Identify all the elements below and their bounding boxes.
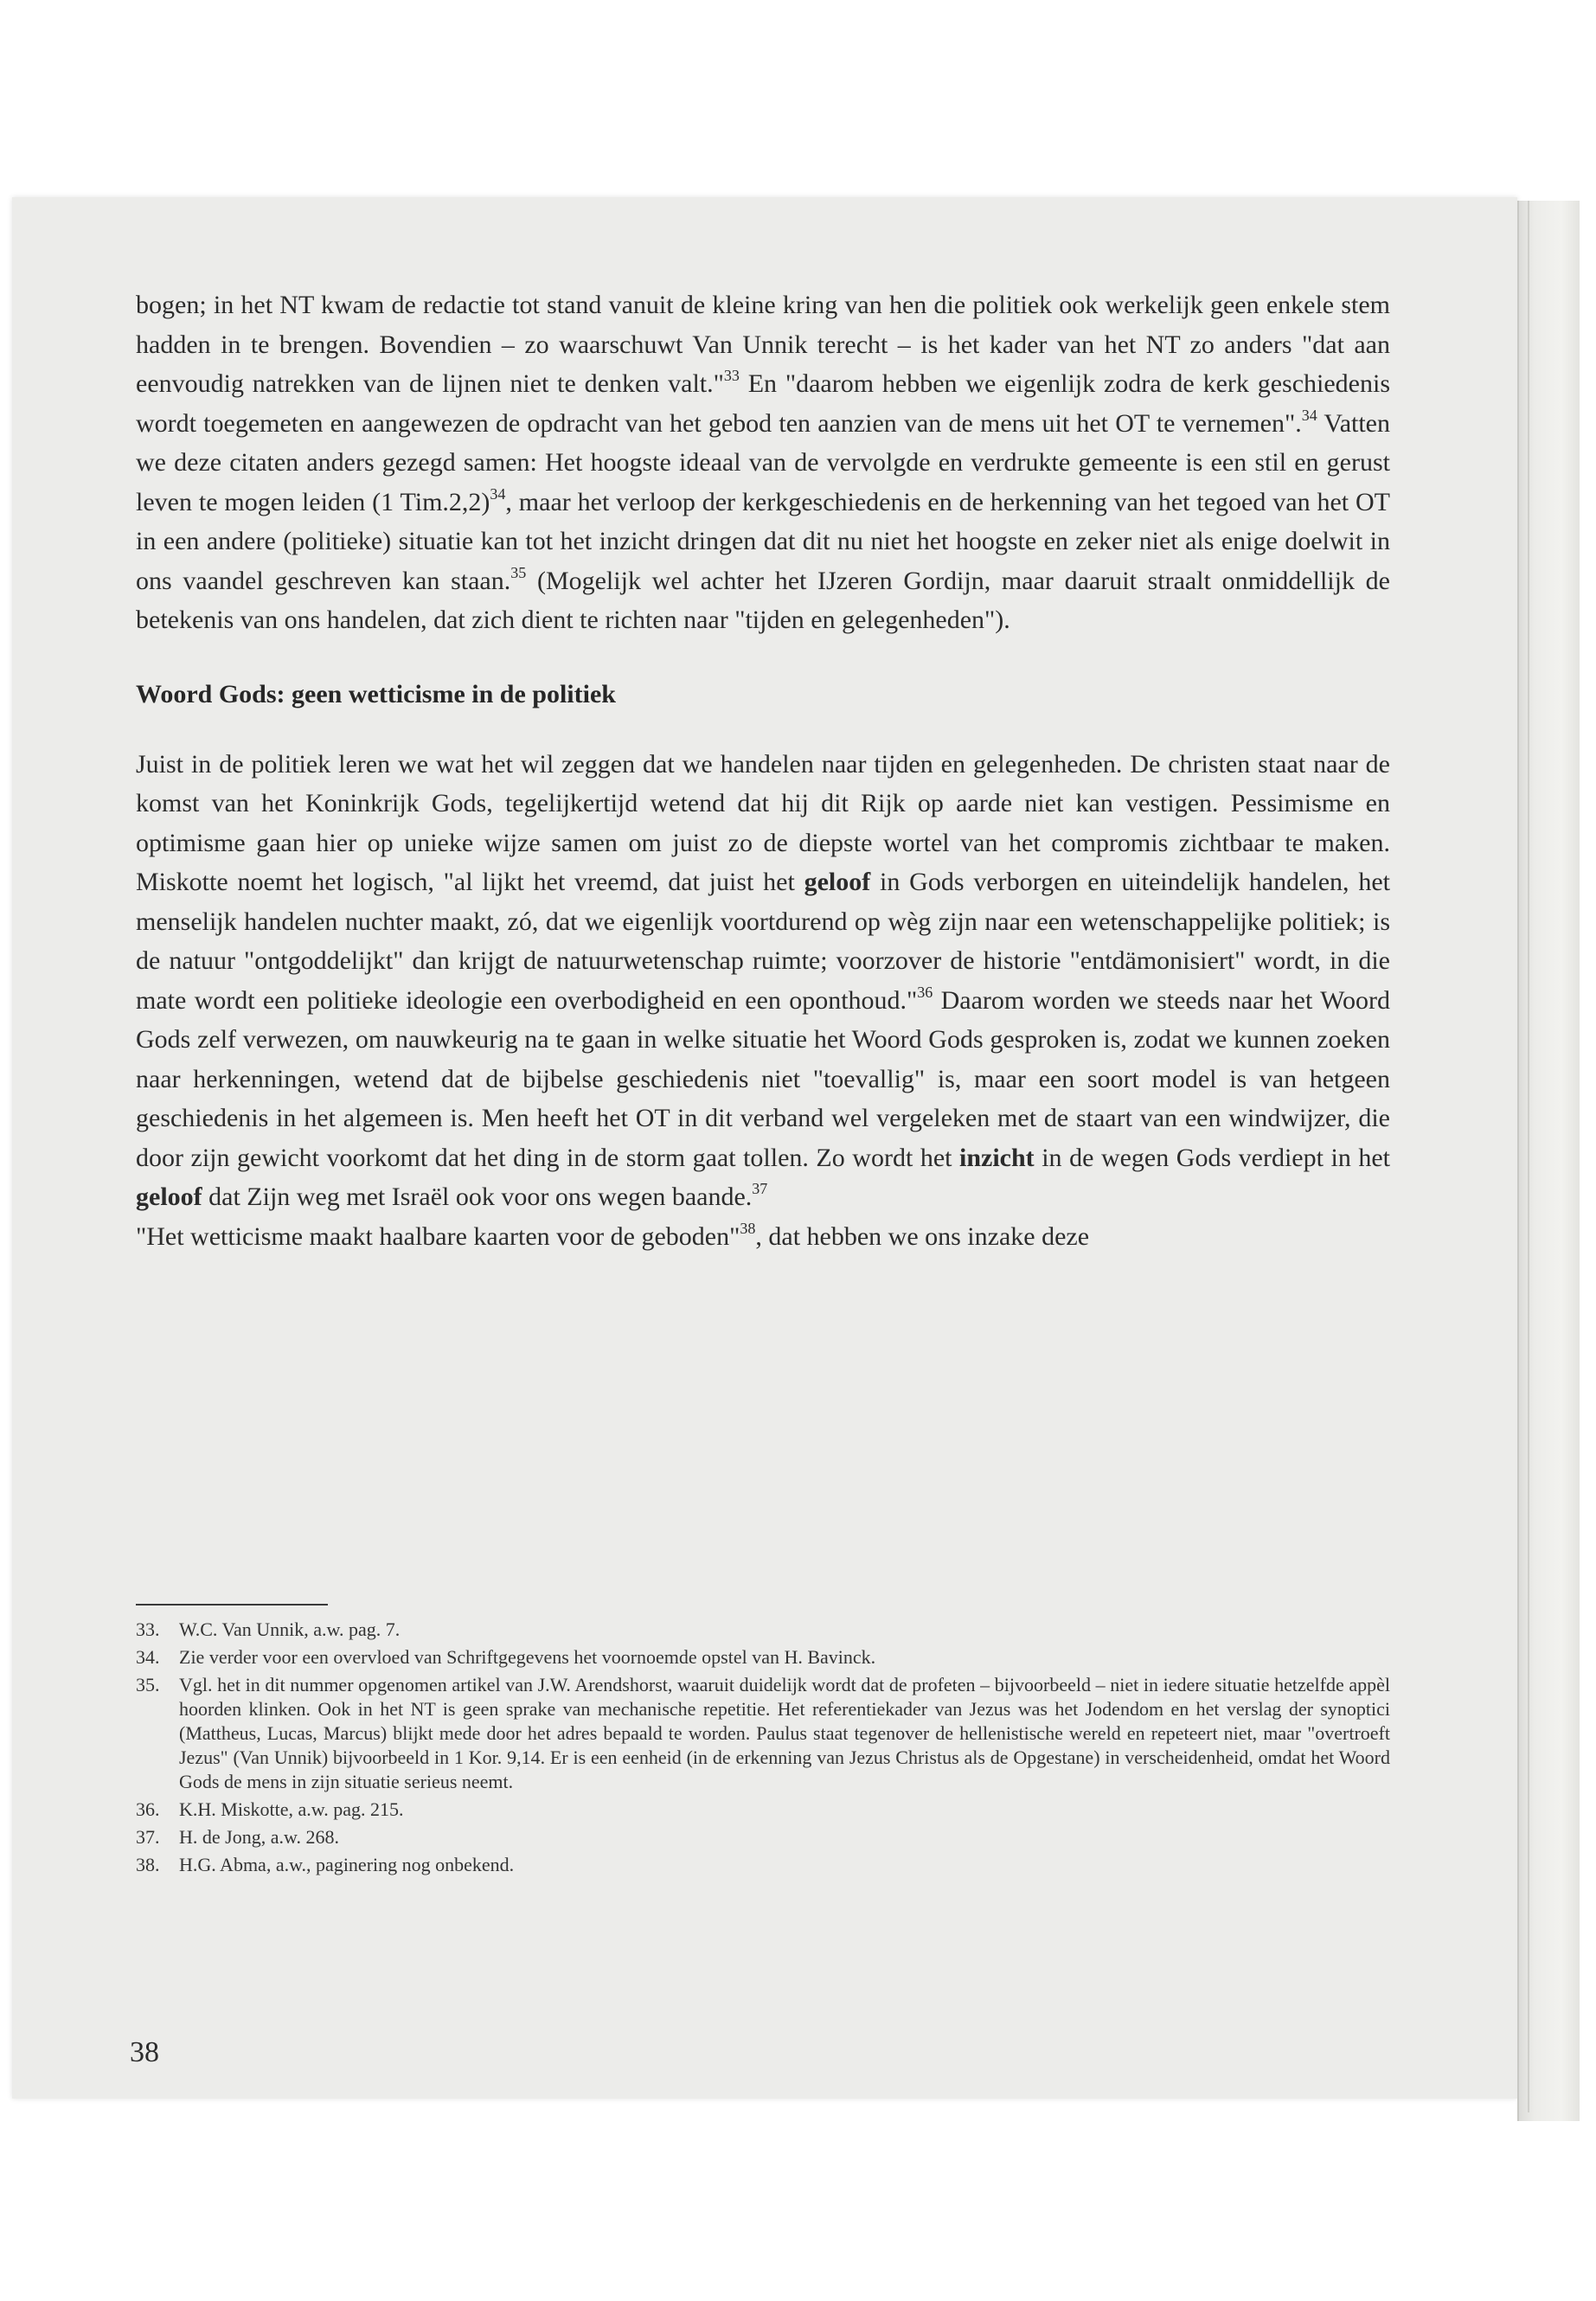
footnote-text: K.H. Miskotte, a.w. pag. 215. <box>179 1798 404 1820</box>
footnote-number: 34. <box>136 1646 160 1668</box>
footnote-number: 33. <box>136 1618 160 1640</box>
footnote-ref-36: 36 <box>917 983 933 1001</box>
footnote-number: 38. <box>136 1854 160 1875</box>
text-segment: Daarom worden we steeds naar het Woord Gods zelf verwezen, om nauwkeurig na te gaan in welke situatie het Woord Gods gesproken is, zodat we kunnen zoeken naar herkenningen, wetend dat de bijbelse geschiedenis niet "toevallig" is, maar een soort model is van hetgeen geschiedenis in het algemeen is. Men heeft het OT in dit verband wel vergeleken met de staart van een windwijzer, die door zijn gewicht voorkomt dat het ding in de storm gaat tollen. Zo wordt het <box>136 985 1390 1172</box>
text-segment: Juist in de politiek leren we wat het wil zeggen dat we handelen naar tijden en gelegenheden. De christen staat naar de komst van het Koninkrijk Gods, tegelijkertijd wetend dat hij dit Rijk op aarde niet kan vestigen. Pessimisme en optimisme gaan hier op unieke wijze samen om juist zo de diepste wortel van het compromis zichtbaar te maken. Miskotte noemt het logisch, "al lijkt het vreemd, dat juist het <box>136 749 1390 896</box>
main-text <box>136 285 1390 1256</box>
footnote-text: Zie verder voor een overvloed van Schriftgegevens het voornoemde opstel van H. Bavinck. <box>179 1646 876 1668</box>
text-segment: "Het wetticisme maakt haalbare kaarten voor de geboden" <box>136 1221 740 1251</box>
text-segment: , dat hebben we ons inzake deze <box>755 1221 1090 1251</box>
footnote-ref-34b: 34 <box>490 484 506 503</box>
text-segment: in de wegen Gods verdiept in het <box>1034 1143 1390 1172</box>
paragraph-1 <box>136 285 1390 640</box>
text-segment: bogen; in het NT kwam de redactie tot stand vanuit de kleine kring van hen die politiek ook werkelijk geen enkele stem hadden in te brengen. Bovendien – zo waarschuwt Van Unnik terecht – is het kader van het NT zo anders "dat aan eenvoudig natrekken van de lijnen niet te denken valt." <box>136 291 1390 398</box>
footnote-ref-34: 34 <box>1301 406 1317 424</box>
footnote-number: 36. <box>136 1798 160 1820</box>
text-segment: Vatten we deze citaten anders gezegd samen: Het hoogste ideaal van de vervolgde en verdrukte gemeente is een stil en gerust leven te mogen leiden (1 Tim.2,2) <box>136 408 1390 516</box>
footnote-text: W.C. Van Unnik, a.w. pag. 7. <box>179 1618 401 1640</box>
footnote-divider <box>136 1604 328 1606</box>
paragraph-3 <box>136 1217 1390 1257</box>
text-segment: (Mogelijk wel achter het IJzeren Gordijn, maar daaruit straalt onmiddellijk de betekenis van ons handelen, dat zich dient te richten naar "tijden en gelegenheden"). <box>136 566 1391 634</box>
footnote-ref-37: 37 <box>752 1180 768 1197</box>
footnotes <box>136 1618 1390 1881</box>
footnote-text: H.G. Abma, a.w., paginering nog onbekend. <box>179 1854 515 1875</box>
footnote-text: Vgl. het in dit nummer opgenomen artikel van J.W. Arendshorst, waaruit duidelijk wordt dat de profeten – bijvoorbeeld – niet in iedere situatie hetzelfde appèl hoorden klinken. Ook in het NT is geen sprake van mechanische repetitie. Het referentiekader van Jezus was het Jodendom en het verslag der synoptici (Mattheus, Lucas, Marcus) blijkt mede door het adres bepaald te worden. Paulus staat tegenover de hellenistische wereld en repeteert niet, maar "overtroeft Jezus" (Van Unnik) bijvoorbeeld in 1 Kor. 9,14. Er is een eenheid (in de erkenning van Jezus Christus als de Opgestane) in verscheidenheid, omdat het Woord Gods de mens in zijn situatie serieus neemt. <box>179 1674 1390 1792</box>
footnote-text: H. de Jong, a.w. 268. <box>179 1826 339 1848</box>
footnote-item <box>136 1798 1390 1822</box>
text-segment: dat Zijn weg met Israël ook voor ons wegen baande. <box>202 1183 753 1211</box>
footnote-number: 37. <box>136 1826 160 1848</box>
page-edge-line <box>1528 201 1529 2112</box>
footnote-number: 35. <box>136 1674 160 1695</box>
page-edge-shadow <box>1517 201 1580 2121</box>
bold-term: geloof <box>136 1183 202 1211</box>
footnote-ref-35: 35 <box>510 563 527 581</box>
footnote-item <box>136 1853 1390 1877</box>
footnote-item <box>136 1645 1390 1670</box>
section-heading: Woord Gods: geen wetticisme in de politiek <box>136 679 616 708</box>
footnote-item <box>136 1673 1390 1794</box>
footnote-item <box>136 1825 1390 1849</box>
text-segment: , maar het verloop der kerkgeschiedenis en de herkenning van het tegoed van het OT in een andere (politieke) situatie kan tot het inzicht dringen dat dit nu niet het hoogste en zeker niet als enige doelwit in ons vaandel geschreven kan staan. <box>136 487 1390 595</box>
text-segment: En "daarom hebben we eigenlijk zodra de kerk geschiedenis wordt toegemeten en aangewezen de opdracht van het gebod ten aanzien van de mens uit het OT te vernemen". <box>136 369 1390 438</box>
bold-term: inzicht <box>959 1143 1035 1172</box>
page-number: 38 <box>130 2036 159 2068</box>
footnote-item <box>136 1618 1390 1642</box>
footnote-ref-38: 38 <box>740 1219 756 1237</box>
bold-term: geloof <box>804 868 871 896</box>
paragraph-2 <box>136 745 1390 1217</box>
text-segment: in Gods verborgen en uiteindelijk handelen, het menselijk handelen nuchter maakt, zó, dat we eigenlijk voortdurend op wèg zijn naar een wetenschappelijke politiek; is de natuur "ontgoddelijkt" dan krijgt de natuurwetenschap ruimte; voorzover de historie "entdämonisiert" wordt, in die mate wordt een politieke ideologie een overbodigheid en een oponthoud." <box>136 868 1390 1015</box>
footnote-ref-33: 33 <box>723 367 740 384</box>
